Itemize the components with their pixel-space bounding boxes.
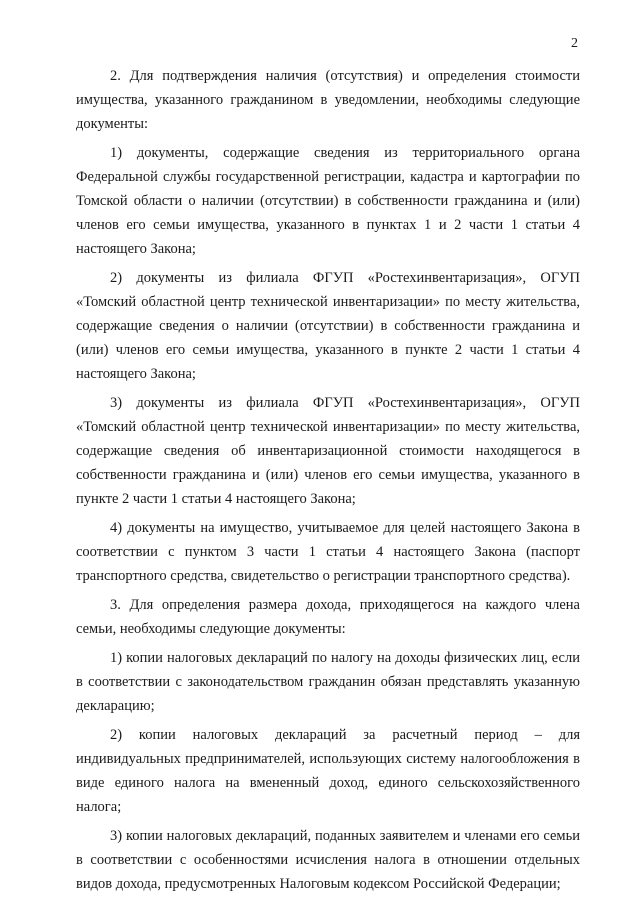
paragraph-section-3-intro: 3. Для определения размера дохода, приходящегося на каждого члена семьи, необходимы следующие документы:	[76, 597, 580, 637]
paragraph-section-3-item-3: 3) копии налоговых деклараций, поданных заявителем и членами его семьи в соответствии с особенностями исчисления налога в отношении отдельных видов дохода, предусмотренных Налоговым кодексом Российской Федерации;	[76, 828, 580, 892]
paragraph-section-2-item-1: 1) документы, содержащие сведения из территориального органа Федеральной службы государственной регистрации, кадастра и картографии по Томской области о наличии (отсутствии) в собственности гражданина и (или) членов его семьи имущества, указанного в пунктах 1 и 2 части 1 статьи 4 настоящего Закона;	[76, 145, 580, 257]
page-number: 2	[571, 36, 578, 51]
paragraph-section-2-item-2: 2) документы из филиала ФГУП «Ростехинвентаризация», ОГУП «Томский областной центр технической инвентаризации» по месту жительства, содержащие сведения о наличии (отсутствии) в собственности гражданина и (или) членов его семьи имущества, указанного в пункте 2 части 1 статьи 4 настоящего Закона;	[76, 270, 580, 382]
paragraph-section-2-item-4: 4) документы на имущество, учитываемое для целей настоящего Закона в соответствии с пунктом 3 части 1 статьи 4 настоящего Закона (паспорт транспортного средства, свидетельство о регистрации транспортного средства).	[76, 520, 580, 584]
paragraph-section-3-item-2: 2) копии налоговых деклараций за расчетный период – для индивидуальных предпринимателей, использующих систему налогообложения в виде единого налога на вмененный доход, единого сельскохозяйственного налога;	[76, 727, 580, 815]
paragraph-section-2-item-3: 3) документы из филиала ФГУП «Ростехинвентаризация», ОГУП «Томский областной центр технической инвентаризации» по месту жительства, содержащие сведения об инвентаризационной стоимости находящегося в собственности гражданина и (или) членов его семьи имущества, указанного в пункте 2 части 1 статьи 4 настоящего Закона;	[76, 395, 580, 507]
paragraph-section-3-item-1: 1) копии налоговых деклараций по налогу на доходы физических лиц, если в соответствии с законодательством гражданин обязан представлять указанную декларацию;	[76, 650, 580, 714]
paragraph-section-2-intro: 2. Для подтверждения наличия (отсутствия) и определения стоимости имущества, указанного гражданином в уведомлении, необходимы следующие документы:	[76, 68, 580, 132]
document-body	[76, 64, 580, 901]
